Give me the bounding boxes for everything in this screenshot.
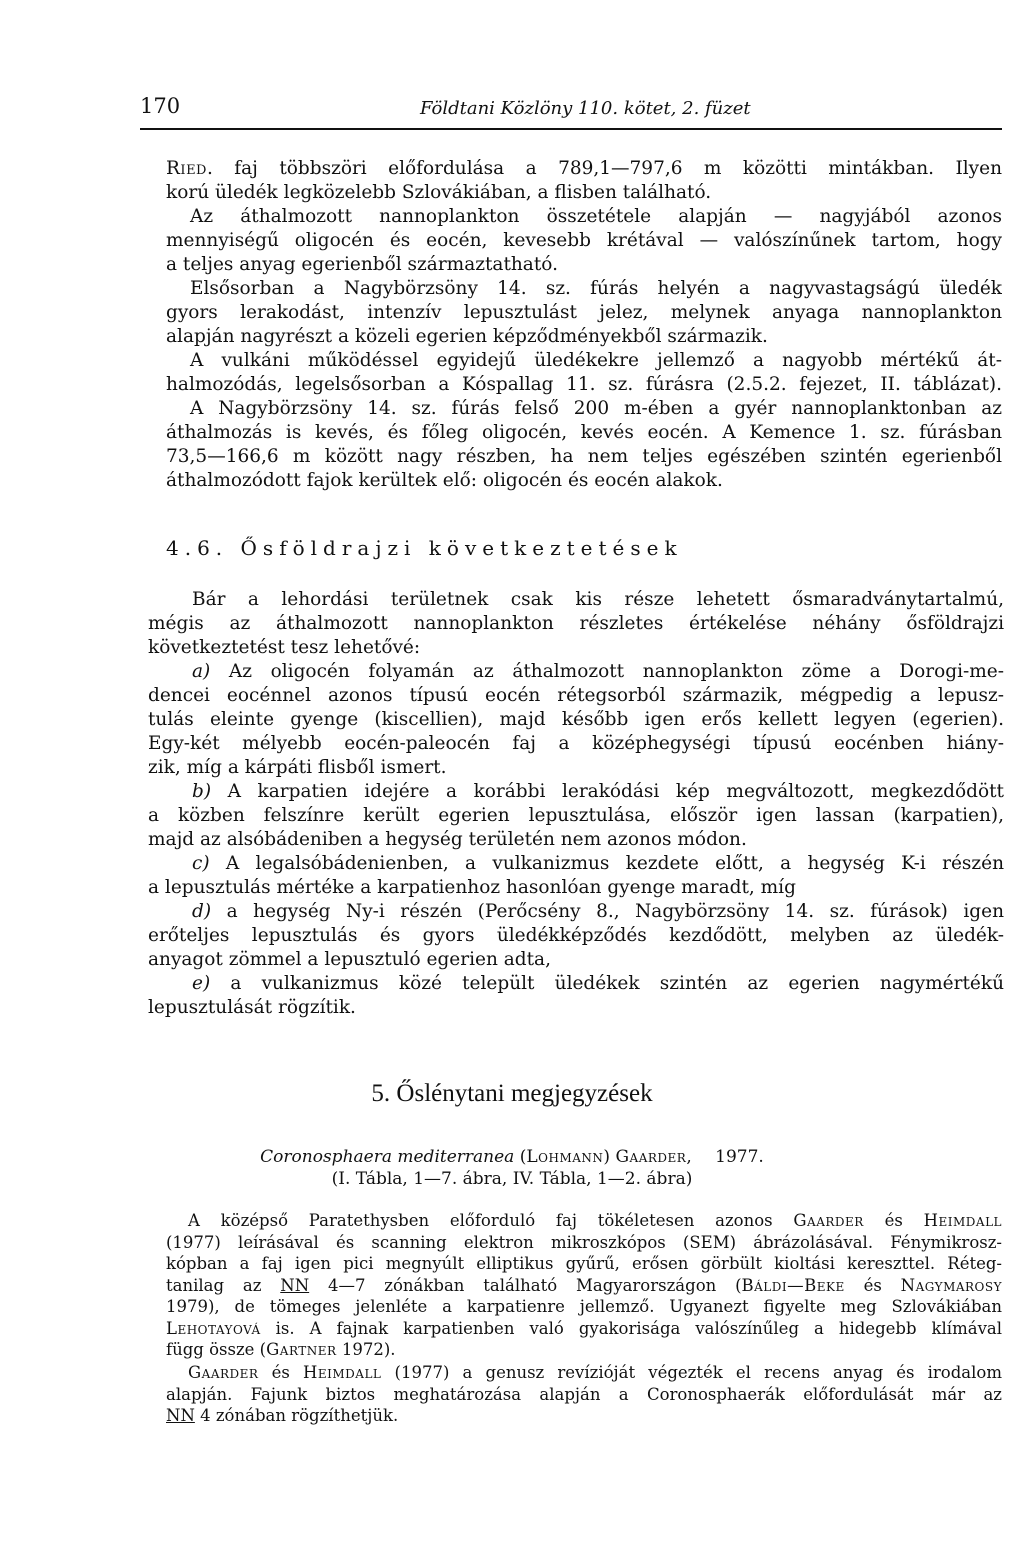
- species-plates: (I. Tábla, 1—7. ábra, IV. Tábla, 1—2. ábra): [331, 1169, 693, 1189]
- paragraph-4: [166, 1362, 1002, 1427]
- text-line: áthalmozás is kevés, és főleg oligocén, kevés eocén. A Kemence 1. sz. fúrásban: [166, 422, 1002, 443]
- text-line: korú üledék legközelebb Szlovákiában, a flisben található.: [166, 182, 712, 203]
- list-item-a: a) Az oligocén folyamán az áthalmozott nannoplankton zöme a Dorogi-me-: [192, 661, 1004, 682]
- section-heading-4-6: [166, 536, 683, 560]
- species-heading: [0, 1146, 1024, 1190]
- text-line: 73,5—166,6 m között nagy részben, ha nem teljes egészében szintén egerienből: [166, 446, 1002, 467]
- text-line: Lehotayová is. A fajnak karpatienben való gyakorisága valószínűleg a hidegebb klímával: [166, 1318, 1002, 1338]
- list-item-d: d) a hegység Ny-i részén (Perőcsény 8., Nagybörzsöny 14. sz. fúrások) igen: [192, 901, 1004, 922]
- page-number: 170: [140, 94, 181, 118]
- text-line: A Nagybörzsöny 14. sz. fúrás felső 200 m-ében a gyér nannoplanktonban az: [190, 398, 1002, 419]
- species-year: 1977.: [715, 1147, 764, 1167]
- section-number: 4.6.: [166, 536, 229, 560]
- section-title: Ősföldrajzi következtetések: [240, 536, 683, 560]
- text-line: Elsősorban a Nagybörzsöny 14. sz. fúrás helyén a nagyvastagságú üledék: [190, 278, 1002, 299]
- text-line: zik, míg a kárpáti flisből ismert.: [148, 757, 447, 778]
- list-item-c: c) A legalsóbádenienben, a vulkanizmus kezdete előtt, a hegység K-i részén: [192, 853, 1004, 874]
- text-line: halmozódás, legelsősorban a Kóspallag 11. sz. fúrásra (2.5.2. fejezet, II. táblázat).: [166, 374, 1002, 395]
- text-line: Az áthalmozott nannoplankton összetétele alapján — nagyjából azonos: [190, 206, 1002, 227]
- text-line: dencei eocénnel azonos típusú eocén rétegsorból származik, mégpedig a lepusz-: [148, 685, 1004, 706]
- running-header: [140, 94, 1002, 130]
- text-line: a teljes anyag egerienből származtatható.: [166, 254, 558, 275]
- author-lohmann: Lohmann: [526, 1147, 604, 1167]
- journal-title: Földtani Közlöny 110. kötet, 2. füzet: [420, 98, 751, 119]
- text-line: (1977) leírásával és scanning elektron mikroszkópos (SEM) ábrázolásával. Fénymikrosz-: [166, 1232, 1002, 1252]
- text-line: tanilag az NN 4—7 zónákban található Magyarországon (Báldi—Beke és Nagymarosy: [166, 1275, 1002, 1295]
- text-line: NN 4 zónában rögzíthetjük.: [166, 1406, 399, 1425]
- text-line: A középső Paratethysben előforduló faj tökéletesen azonos Gaarder és Heimdall: [188, 1211, 1002, 1230]
- text-line: függ össze (Gartner 1972).: [166, 1340, 396, 1359]
- text-line: Ried. faj többszöri előfordulása a 789,1—797,6 m közötti mintákban. Ilyen: [166, 158, 1002, 179]
- text-line: áthalmozódott fajok kerültek elő: oligocén és eocén alakok.: [166, 470, 723, 491]
- text-line: Gaarder és Heimdall (1977) a genusz revízióját végezték el recens anyag és irodalom: [188, 1363, 1002, 1382]
- paragraph-3: [166, 1210, 1002, 1361]
- text-line: a közben felszínre került egerien lepusztulása, először igen lassan (karpatien),: [148, 805, 1004, 826]
- text-line: A vulkáni működéssel egyidejű üledékekre jellemző a nagyobb mértékű át-: [190, 350, 1002, 371]
- text-line: következtetést tesz lehetővé:: [148, 637, 421, 658]
- text-line: kópban a faj igen pici megnyúlt elliptikus gyűrű, erősen görbült kioltási kereszttel. Réteg-: [166, 1254, 1002, 1273]
- list-item-b: b) A karpatien idejére a korábbi lerakódási kép megváltozott, megkezdődött: [192, 781, 1004, 802]
- text-line: Bár a lehordási területnek csak kis része lehetett ősmaradványtartalmú,: [192, 589, 1004, 610]
- author-gaarder: Gaarder: [615, 1147, 687, 1167]
- text-line: Egy-két mélyebb eocén-paleocén faj a középhegységi típusú eocénben hiány-: [148, 733, 1004, 754]
- text-line: tulás eleinte gyenge (kiscellien), majd később igen erős kellett legyen (egerien).: [148, 709, 1004, 730]
- text-line: gyors lerakodást, intenzív lepusztulást jelez, melynek anyaga nannoplankton: [166, 302, 1002, 323]
- text-line: alapján. Fajunk biztos meghatározása alapján a Coronosphaerák előfordulását már az: [166, 1384, 1002, 1404]
- text-line: anyagot zömmel a lepusztuló egerien adta,: [148, 949, 551, 970]
- text-line: a lepusztulás mértéke a karpatienhoz hasonlóan gyenge maradt, míg: [148, 877, 796, 898]
- text-line: mennyiségű oligocén és eocén, kevesebb krétával — valószínűnek tartom, hogy: [166, 230, 1002, 251]
- text-line: majd az alsóbádeniben a hegység területén nem azonos módon.: [148, 829, 747, 850]
- species-line: Coronosphaera mediterranea (Lohmann) Gaarder, 1977.: [260, 1147, 764, 1167]
- text-line: 1979), de tömeges jelenléte a karpatienre jellemző. Ugyanezt figyelte meg Szlovákiában: [166, 1297, 1002, 1316]
- list-item-e: e) a vulkanizmus közé települt üledékek szintén az egerien nagymértékű: [192, 973, 1004, 994]
- paragraph-1: [166, 157, 1002, 493]
- species-name: Coronosphaera mediterranea: [260, 1147, 515, 1167]
- text-line: lepusztulását rögzítik.: [148, 997, 356, 1018]
- text-line: alapján nagyrészt a közeli egerien képződményekből származik.: [166, 326, 768, 347]
- text-line: mégis az áthalmozott nannoplankton részletes értékelése néhány ősföldrajzi: [148, 613, 1004, 634]
- section-heading-5: 5. Őslénytani megjegyzések: [371, 1080, 653, 1107]
- paragraph-2: [148, 588, 1004, 1020]
- text-line: erőteljes lepusztulás és gyors üledékképződés kezdődött, melyben az üledék-: [148, 925, 1004, 946]
